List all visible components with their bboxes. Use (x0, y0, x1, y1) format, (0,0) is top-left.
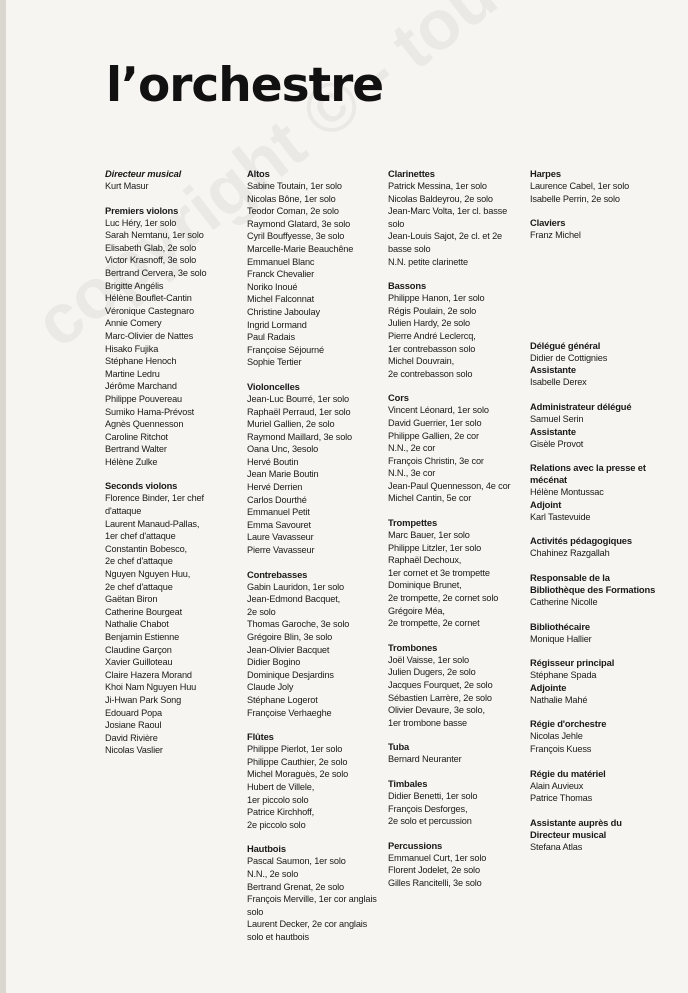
member-line: Isabelle Derex (530, 377, 587, 388)
member-line: 1er trombone basse (388, 717, 468, 728)
section-heading: Bassons (388, 280, 427, 292)
section-hautbois (247, 843, 379, 943)
section-contrebasses (247, 569, 379, 720)
section-percussions (388, 840, 518, 890)
section-relations-avec-la-presse-et-mecenat (530, 462, 660, 523)
member-line: Annie Comery (105, 318, 162, 329)
section-trombones (388, 642, 518, 730)
member-line: Pascal Saumon, 1er solo (247, 856, 346, 867)
section-seconds-violons (105, 480, 233, 756)
member-line: Stéphane Spada (530, 670, 597, 681)
section-harpes (530, 168, 660, 205)
section-assistante-aupres-du-directeur-musical (530, 817, 660, 854)
member-line: Hélène Bouflet-Cantin (105, 293, 192, 304)
member-line: Véronique Castegnaro (105, 305, 194, 316)
member-line: Claude Joly (247, 682, 294, 693)
member-line: Jacques Fourquet, 2e solo (388, 680, 493, 690)
section-heading: Altos (247, 168, 270, 179)
member-line: Jean-Paul Quennesson, 4e cor (388, 480, 511, 491)
member-line: Philippe Pouvereau (105, 393, 182, 404)
member-line: Grégoire Blin, 3e solo (247, 632, 333, 642)
member-line: Dominique Desjardins (247, 669, 334, 680)
member-line: Hubert de Villele, (247, 781, 315, 792)
member-line: David Guerrier, 1er solo (388, 417, 482, 428)
member-line: Didier Benetti, 1er solo (388, 790, 478, 801)
member-line: Michel Moraguès, 2e solo (247, 769, 349, 780)
member-line: N.N., 3e cor (388, 468, 436, 479)
page-title: l’orchestre (106, 58, 384, 113)
member-line: Philippe Cauthier, 2e solo (247, 756, 348, 767)
member-line: Nicolas Baldeyrou, 2e solo (388, 193, 493, 204)
member-line: d'attaque (105, 506, 142, 517)
section-bassons (388, 280, 518, 380)
member-line: 2e chef d'attaque (105, 556, 173, 567)
member-line: 2e trompette, 2e cornet (388, 618, 480, 629)
member-line: Sarah Nemtanu, 1er solo (105, 230, 204, 241)
member-line: Raphaël Dechoux, (388, 555, 462, 566)
member-line: Françoise Verhaeghe (247, 707, 332, 718)
member-line: Vincent Léonard, 1er solo (388, 405, 489, 416)
member-line: Thomas Garoche, 3e solo (247, 619, 350, 630)
member-line: Luc Héry, 1er solo (105, 217, 177, 228)
section-heading: Directeur musical (105, 168, 182, 179)
member-line: Bernard Neuranter (388, 754, 462, 765)
member-line: Constantin Bobesco, (105, 543, 187, 554)
member-line: Benjamin Estienne (105, 632, 180, 642)
member-line: Hervé Derrien (247, 482, 303, 493)
section-flutes (247, 731, 379, 831)
section-timbales (388, 778, 518, 828)
section-bibliothecaire (530, 621, 660, 646)
section-heading: Trombones (388, 641, 438, 653)
member-line: Kurt Masur (105, 181, 149, 191)
member-line: Jean-Louis Sajot, 2e cl. et 2e (388, 231, 502, 242)
member-line: Bertrand Grenat, 2e solo (247, 881, 345, 892)
section-tuba (388, 741, 518, 766)
member-line: Michel Falconnat (247, 294, 315, 305)
section-altos (247, 168, 379, 369)
section-directeur-musical (105, 168, 233, 193)
member-line: Hisako Fujika (105, 343, 159, 354)
member-line: Laurent Manaud-Pallas, (105, 518, 200, 529)
member-line: 2e solo (247, 606, 276, 617)
member-line: Michel Douvrain, (388, 356, 455, 367)
member-line: Chahinez Razgallah (530, 548, 610, 559)
member-line: David Rivière (105, 732, 158, 743)
member-line: Grégoire Méa, (388, 605, 445, 616)
member-line: Martine Ledru (105, 368, 160, 379)
member-line: François Merville, 1er cor anglais (247, 894, 377, 905)
member-line: Olivier Devaure, 3e solo, (388, 705, 485, 716)
column-2 (247, 168, 379, 955)
column-spacer (530, 254, 660, 340)
section-heading: Régisseur principal (530, 657, 615, 669)
member-line: Catherine Bourgeat (105, 606, 182, 617)
member-line: Agnès Quennesson (105, 419, 184, 430)
member-line: Jean-Luc Bourré, 1er solo (247, 393, 349, 404)
member-line: Khoi Nam Nguyen Huu (105, 682, 197, 693)
member-line: Gilles Rancitelli, 3e solo (388, 877, 482, 888)
member-line: Nicolas Bône, 1er solo (247, 193, 336, 204)
member-line: Catherine Nicolle (530, 596, 598, 607)
member-line: Carlos Dourthé (247, 494, 307, 505)
section-heading: Bibliothécaire (530, 620, 590, 632)
section-heading: Claviers (530, 217, 566, 229)
member-line: Philippe Gallien, 2e cor (388, 430, 479, 441)
member-line: Hélène Montussac (530, 487, 604, 498)
member-line: Florence Binder, 1er chef (105, 493, 204, 504)
member-line: Nguyen Nguyen Huu, (105, 569, 191, 580)
member-line: Stéphane Logerot (247, 694, 318, 705)
member-line: Ingrid Lormand (247, 319, 307, 330)
member-line: Samuel Serin (530, 413, 584, 424)
member-line: Karl Tastevuide (530, 511, 591, 522)
member-line: Nathalie Mahé (530, 694, 588, 705)
member-line: Régis Poulain, 2e solo (388, 305, 477, 316)
member-line: Michel Cantin, 5e cor (388, 493, 472, 504)
section-cors (388, 392, 518, 505)
section-heading: Responsable de la Bibliothèque des Formations (530, 571, 656, 595)
section-trompettes (388, 517, 518, 630)
member-line: Marc-Olivier de Nattes (105, 330, 194, 341)
member-line: Hélène Zulke (105, 456, 158, 467)
member-line: Jean-Edmond Bacquet, (247, 594, 341, 605)
member-line: Sophie Tertier (247, 357, 302, 368)
section-activites-pedagogiques (530, 535, 660, 560)
member-line: Emma Savouret (247, 519, 311, 530)
member-line: solo (247, 906, 264, 917)
member-line: Christine Jaboulay (247, 306, 320, 317)
member-line: Stefana Atlas (530, 841, 583, 852)
section-heading: Seconds violons (105, 480, 178, 492)
member-line: Laurent Decker, 2e cor anglais (247, 919, 368, 930)
section-heading: Activités pédagogiques (530, 535, 632, 547)
section-premiers-violons (105, 205, 233, 469)
member-line: Patrice Thomas (530, 793, 593, 804)
member-line: Philippe Pierlot, 1er solo (247, 744, 343, 755)
section-regie-d-orchestre (530, 718, 660, 755)
column-1 (105, 168, 233, 769)
member-line: Teodor Coman, 2e solo (247, 206, 339, 217)
column-4 (530, 168, 660, 865)
member-line: Bertrand Walter (105, 444, 167, 455)
member-line: Gabin Lauridon, 1er solo (247, 581, 345, 592)
member-line: Jean Marie Boutin (247, 469, 319, 480)
section-heading: Flûtes (247, 731, 274, 743)
member-line: Elisabeth Glab, 2e solo (105, 242, 197, 253)
member-line: Paul Radais (247, 332, 295, 343)
member-line: N.N. petite clarinette (388, 256, 468, 267)
section-heading: Timbales (388, 777, 428, 789)
member-line: Marc Bauer, 1er solo (388, 530, 470, 541)
member-line: Noriko Inoué (247, 281, 298, 292)
member-line: Victor Krasnoff, 3e solo (105, 255, 197, 266)
member-line: Sabine Toutain, 1er solo (247, 181, 342, 191)
member-line: 1er chef d'attaque (105, 531, 176, 542)
member-line: Julien Dugers, 2e solo (388, 667, 476, 678)
section-heading: Assistante auprès du Directeur musical (530, 816, 622, 840)
member-line: Franck Chevalier (247, 269, 315, 280)
member-line: 1er cornet et 3e trompette (388, 567, 490, 578)
member-line: Emmanuel Curt, 1er solo (388, 852, 487, 863)
member-line: Jérôme Marchand (105, 381, 177, 392)
member-line: Jean-Olivier Bacquet (247, 644, 330, 655)
section-violoncelles (247, 381, 379, 557)
member-line: François Christin, 3e cor (388, 455, 484, 466)
member-line: Edouard Popa (105, 707, 162, 718)
section-responsable-de-la-bibliotheque-des-formations (530, 572, 660, 609)
member-line: Claire Hazera Morand (105, 669, 192, 680)
member-line: 1er piccolo solo (247, 794, 309, 805)
member-line: Joël Vaisse, 1er solo (388, 654, 469, 665)
section-heading: Régie d'orchestre (530, 718, 607, 730)
member-line: Muriel Gallien, 2e solo (247, 419, 335, 430)
member-line: Isabelle Perrin, 2e solo (530, 193, 620, 204)
member-line: Oana Unc, 3esolo (247, 444, 319, 455)
member-line: N.N., 2e cor (388, 443, 436, 454)
member-line: Emmanuel Petit (247, 507, 310, 518)
member-line: Caroline Ritchot (105, 431, 168, 442)
member-line: Cyril Bouffyesse, 3e solo (247, 231, 345, 242)
section-regie-du-materiel (530, 768, 660, 805)
member-line: Claudine Garçon (105, 644, 172, 655)
member-line: Laurence Cabel, 1er solo (530, 181, 630, 191)
section-claviers (530, 217, 660, 242)
member-line: Didier Bogino (247, 657, 301, 668)
section-clarinettes (388, 168, 518, 268)
member-line: Patrice Kirchhoff, (247, 807, 315, 818)
member-line: Gisèle Provot (530, 438, 584, 449)
section-heading: Adjoint (530, 498, 562, 510)
member-line: Xavier Guilloteau (105, 657, 173, 668)
member-line: Brigitte Angélis (105, 280, 164, 291)
member-line: N.N., 2e solo (247, 868, 299, 879)
member-line: François Desforges, (388, 803, 468, 814)
member-line: Philippe Litzler, 1er solo (388, 542, 482, 553)
member-line: Stéphane Henoch (105, 356, 177, 367)
member-line: Marcelle-Marie Beauchêne (247, 243, 354, 254)
section-heading: Cors (388, 392, 409, 404)
member-line: basse solo (388, 243, 431, 254)
member-line: Josiane Raoul (105, 720, 162, 731)
member-line: Franz Michel (530, 230, 581, 241)
member-line: Laure Vavasseur (247, 532, 314, 543)
member-line: Nicolas Jehle (530, 731, 583, 742)
member-line: Jean-Marc Volta, 1er cl. basse solo (388, 206, 510, 229)
section-regisseur-principal (530, 657, 660, 706)
member-line: 2e trompette, 2e cornet solo (388, 593, 499, 604)
member-line: Florent Jodelet, 2e solo (388, 865, 480, 876)
member-line: Monique Hallier (530, 633, 592, 644)
member-line: Philippe Hanon, 1er solo (388, 293, 485, 304)
section-heading: Violoncelles (247, 380, 300, 392)
section-heading: Administrateur délégué (530, 400, 632, 412)
member-line: Patrick Messina, 1er solo (388, 181, 487, 191)
member-line: Sébastien Larrère, 2e solo (388, 692, 492, 703)
member-line: 2e solo et percussion (388, 816, 472, 827)
member-line: 2e contrebasson solo (388, 368, 473, 379)
section-heading: Contrebasses (247, 568, 308, 580)
member-line: Julien Hardy, 2e solo (388, 318, 470, 329)
member-line: Pierre André Leclercq, (388, 330, 476, 341)
member-line: Sumiko Hama-Prévost (105, 406, 195, 417)
section-heading: Hautbois (247, 843, 286, 855)
section-heading: Relations avec la presse et mécénat (530, 462, 646, 486)
section-heading: Clarinettes (388, 168, 435, 179)
section-heading: Adjointe (530, 681, 567, 693)
member-line: Didier de Cottignies (530, 352, 608, 363)
member-line: Alain Auvieux (530, 780, 584, 791)
member-line: Hervé Boutin (247, 456, 299, 467)
section-administrateur-delegue (530, 401, 660, 450)
section-heading: Tuba (388, 741, 410, 753)
member-line: Nicolas Vaslier (105, 745, 163, 756)
member-line: Raymond Glatard, 3e solo (247, 218, 351, 229)
section-heading: Trompettes (388, 517, 438, 529)
section-heading: Percussions (388, 839, 443, 851)
member-line: Raymond Maillard, 3e solo (247, 431, 353, 442)
member-line: solo et hautbois (247, 931, 309, 942)
section-heading: Assistante (530, 425, 576, 437)
member-line: Nathalie Chabot (105, 619, 169, 630)
member-line: 2e chef d'attaque (105, 581, 173, 592)
member-line: 1er contrebasson solo (388, 343, 476, 354)
member-line: Françoise Séjourné (247, 344, 324, 355)
member-line: Pierre Vavasseur (247, 545, 315, 556)
column-3 (388, 168, 518, 902)
section-heading: Régie du matériel (530, 767, 606, 779)
section-heading: Assistante (530, 364, 576, 376)
member-line: 2e piccolo solo (247, 819, 306, 830)
member-line: François Kuess (530, 743, 592, 754)
member-line: Emmanuel Blanc (247, 256, 315, 267)
page-edge (0, 0, 6, 993)
member-line: Bertrand Cervera, 3e solo (105, 267, 207, 278)
member-line: Dominique Brunet, (388, 580, 462, 591)
member-line: Raphaël Perraud, 1er solo (247, 406, 351, 417)
section-heading: Premiers violons (105, 204, 179, 216)
member-line: Gaëtan Biron (105, 594, 158, 605)
member-line: Ji-Hwan Park Song (105, 694, 182, 705)
section-heading: Délégué général (530, 339, 601, 351)
section-heading: Harpes (530, 168, 561, 179)
section-delegue-general (530, 340, 660, 389)
